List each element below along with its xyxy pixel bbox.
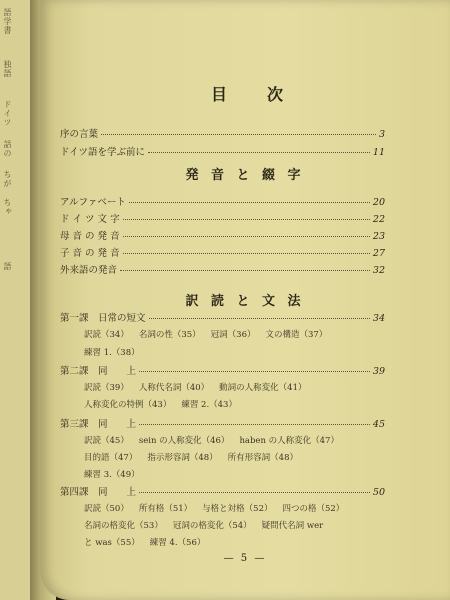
- leader-dots: [123, 236, 370, 237]
- leader-dots: [139, 424, 370, 425]
- entry-label: 外来語の発音: [60, 265, 118, 276]
- left-text-fragment: ちゃ: [3, 198, 12, 216]
- entry-page: 34: [372, 313, 385, 324]
- entry-page: 50: [372, 487, 385, 498]
- left-text-fragment: 独語: [3, 60, 12, 78]
- entry-page: 23: [372, 231, 385, 242]
- entry-page: 22: [372, 214, 385, 225]
- entry-label: 序の言葉: [60, 129, 99, 140]
- toc-entry: [60, 144, 385, 158]
- toc-entry: [60, 211, 385, 225]
- subtopic: 訳読（45）: [84, 436, 129, 446]
- toc-entry: [60, 194, 385, 208]
- lesson-entry: [60, 363, 385, 377]
- lesson-subtopics: [84, 434, 349, 446]
- subtopic: 所有格（51）: [138, 504, 193, 514]
- subtopic: 訳読（34）: [84, 330, 129, 340]
- entry-page: 3: [378, 129, 385, 140]
- leader-dots: [101, 134, 376, 135]
- entry-page: 32: [372, 265, 385, 276]
- entry-label: ドイツ語を学ぶ前に: [60, 147, 146, 158]
- entry-page: 45: [372, 419, 385, 430]
- subtopic: 目的語（47）: [84, 453, 138, 463]
- lesson-subtopics: [84, 519, 333, 531]
- subtopic: 練習 1.（38）: [84, 348, 140, 358]
- toc-entry: [60, 228, 385, 242]
- lesson-subtopics: [84, 346, 150, 358]
- subtopic: 指示形容詞（48）: [147, 453, 218, 463]
- subtopic: 練習 2.（43）: [181, 400, 237, 410]
- leader-dots: [120, 270, 370, 271]
- lesson-subtopics: [84, 536, 215, 548]
- subtopic: 名詞の性（35）: [138, 330, 201, 340]
- subtopic: 動詞の人称変化（41）: [219, 383, 307, 393]
- subtopic: sein の人称変化（46）: [138, 436, 230, 446]
- subtopic: 四つの格（52）: [282, 504, 345, 514]
- lesson-subtopics: [84, 451, 308, 463]
- subtopic: 訳読（50）: [84, 504, 129, 514]
- entry-page: 39: [372, 366, 385, 377]
- leader-dots: [123, 253, 370, 254]
- toc-entry: [60, 262, 385, 276]
- lesson-subtopics: [84, 328, 337, 340]
- entry-label: 第二課 同 上: [60, 366, 137, 377]
- section-title: 発 音 と 綴 字: [185, 168, 305, 183]
- page-number: — 5 —: [223, 553, 267, 564]
- subtopic: 疑問代名詞 wer: [261, 521, 324, 531]
- subtopic: 人称代名詞（40）: [138, 383, 210, 393]
- entry-label: アルファベート: [60, 197, 126, 208]
- toc-entry: [60, 126, 385, 140]
- leader-dots: [129, 202, 370, 203]
- entry-label: ド イ ツ 文 字: [60, 214, 120, 225]
- lesson-subtopics: [84, 502, 354, 514]
- toc-entry: [60, 245, 385, 259]
- entry-label: 第三課 同 上: [60, 419, 137, 430]
- left-text-fragment: ドイツ: [3, 100, 12, 127]
- lesson-entry: [60, 416, 385, 430]
- left-text-fragment: ちが: [3, 170, 12, 188]
- leader-dots: [139, 371, 370, 372]
- section-title: 訳 読 と 文 法: [185, 294, 305, 309]
- subtopic: 練習 3.（49）: [84, 470, 140, 480]
- subtopic: haben の人称変化（47）: [239, 436, 339, 446]
- subtopic: 名詞の格変化（53）: [84, 521, 163, 531]
- entry-page: 27: [372, 248, 385, 259]
- entry-label: 第四課 同 上: [60, 487, 137, 498]
- subtopic: 人称変化の特例（43）: [84, 400, 172, 410]
- lesson-subtopics: [84, 468, 150, 480]
- entry-page: 20: [372, 197, 385, 208]
- entry-page: 11: [372, 147, 385, 158]
- subtopic: 与格と対格（52）: [202, 504, 273, 514]
- leader-dots: [148, 152, 370, 153]
- left-text-fragment: 語: [3, 262, 12, 271]
- subtopic: と was（55）: [84, 538, 140, 548]
- left-text-fragment: 話の: [3, 140, 12, 158]
- subtopic: 冠詞の格変化（54）: [172, 521, 252, 531]
- lesson-entry: [60, 484, 385, 498]
- lesson-subtopics: [84, 381, 316, 393]
- left-page-fragment: [0, 0, 30, 600]
- subtopic: 訳読（39）: [84, 383, 129, 393]
- leader-dots: [139, 492, 370, 493]
- entry-label: 第一課 日常の短文: [60, 313, 146, 324]
- left-text-fragment: 語学書: [3, 8, 12, 35]
- entry-label: 子 音 の 発 音: [60, 248, 120, 259]
- toc-title: 目 次: [210, 85, 295, 104]
- subtopic: 文の構造（37）: [265, 330, 328, 340]
- leader-dots: [149, 318, 370, 319]
- leader-dots: [123, 219, 370, 220]
- entry-label: 母 音 の 発 音: [60, 231, 120, 242]
- subtopic: 冠詞（36）: [210, 330, 256, 340]
- lesson-entry: [60, 310, 385, 324]
- subtopic: 練習 4.（56）: [149, 538, 206, 548]
- lesson-subtopics: [84, 398, 247, 410]
- subtopic: 所有形容詞（48）: [227, 453, 298, 463]
- book-page: [40, 0, 450, 600]
